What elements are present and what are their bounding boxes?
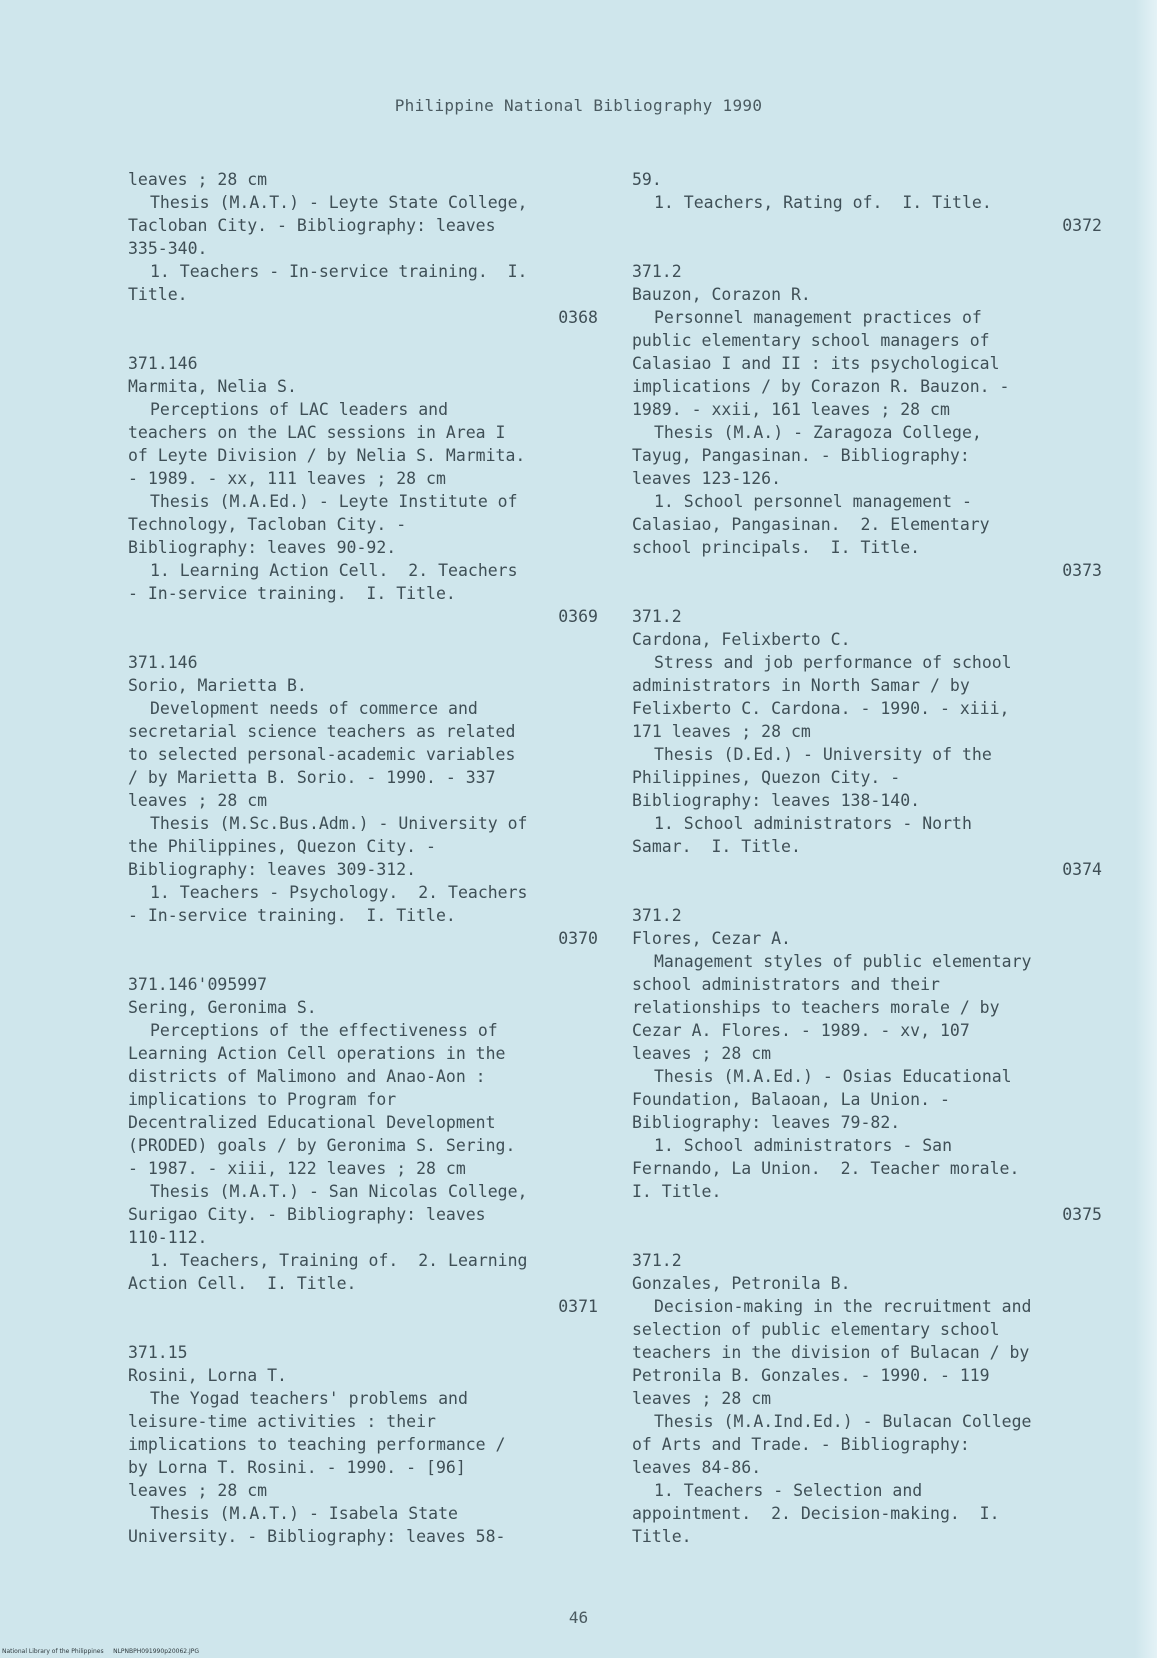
entry-line: Surigao City. - Bibliography: leaves: [128, 1205, 486, 1224]
entry-line: Samar. I. Title.: [632, 837, 801, 856]
entry-line: Stress and job performance of school: [654, 653, 1012, 672]
entry-line: leaves ; 28 cm: [632, 1389, 772, 1408]
entry-line: Title.: [632, 1527, 692, 1546]
entry-line: to selected personal-academic variables: [128, 745, 516, 764]
entry-line: leaves ; 28 cm: [128, 1481, 268, 1500]
entry-line: Perceptions of LAC leaders and: [150, 400, 449, 419]
entry-line: I. Title.: [632, 1182, 722, 1201]
entry-line: 335-340.: [128, 239, 208, 258]
entry-line: - 1989. - xx, 111 leaves ; 28 cm: [128, 469, 446, 488]
entry-line: leisure-time activities : their: [128, 1412, 436, 1431]
entry-line: school principals. I. Title.: [632, 538, 921, 557]
entry-line: secretarial science teachers as related: [128, 722, 516, 741]
entry-line: Decentralized Educational Development: [128, 1113, 496, 1132]
left-column: [128, 168, 598, 1548]
entry-number: 0368: [558, 308, 598, 327]
entry-line: appointment. 2. Decision-making. I.: [632, 1504, 1000, 1523]
entry-line: The Yogad teachers' problems and: [150, 1389, 468, 1408]
entry-line: Cardona, Felixberto C.: [632, 630, 851, 649]
entry-line: 1. School administrators - San: [654, 1136, 953, 1155]
entry-line: selection of public elementary school: [632, 1320, 1000, 1339]
entry-line: Bibliography: leaves 90-92.: [128, 538, 397, 557]
entry-line: implications to teaching performance /: [128, 1435, 506, 1454]
entry-line: Thesis (M.A.T.) - Isabela State: [150, 1504, 458, 1523]
entry-line: Personnel management practices of: [654, 308, 982, 327]
entry-line: 171 leaves ; 28 cm: [632, 722, 811, 741]
entry-line: 1. Teachers - In-service training. I.: [150, 262, 528, 281]
entry-line: Management styles of public elementary: [654, 952, 1032, 971]
entry-number: 0372: [1062, 216, 1102, 235]
entry-line: Bibliography: leaves 79-82.: [632, 1113, 901, 1132]
entry-line: Thesis (M.A.Ind.Ed.) - Bulacan College: [654, 1412, 1032, 1431]
entry-line: / by Marietta B. Sorio. - 1990. - 337: [128, 768, 496, 787]
entry-line: Calasiao, Pangasinan. 2. Elementary: [632, 515, 990, 534]
entry-line: 371.146'095997: [128, 975, 268, 994]
entry-line: Flores, Cezar A.: [632, 929, 791, 948]
entry-line: Foundation, Balaoan, La Union. -: [632, 1090, 950, 1109]
entry-line: 1. Learning Action Cell. 2. Teachers: [150, 561, 518, 580]
entry-line: relationships to teachers morale / by: [632, 998, 1000, 1017]
entry-gap: [632, 237, 1102, 260]
entry-line: Tacloban City. - Bibliography: leaves: [128, 216, 496, 235]
entry-line: 1. Teachers, Training of. 2. Learning: [150, 1251, 528, 1270]
entry-line: Fernando, La Union. 2. Teacher morale.: [632, 1159, 1020, 1178]
entry-line: 371.146: [128, 354, 198, 373]
entry-line: Tayug, Pangasinan. - Bibliography:: [632, 446, 970, 465]
entry-line: implications to Program for: [128, 1090, 397, 1109]
entry-gap: [632, 582, 1102, 605]
entry-number: 0371: [558, 1297, 598, 1316]
entry-line: Perceptions of the effectiveness of: [150, 1021, 498, 1040]
entry-line: 371.146: [128, 653, 198, 672]
right-column: [632, 168, 1102, 1548]
entry-line: the Philippines, Quezon City. -: [128, 837, 436, 856]
entry-line: Felixberto C. Cardona. - 1990. - xiii,: [632, 699, 1010, 718]
entry-line: leaves ; 28 cm: [128, 170, 268, 189]
entry-line: Learning Action Cell operations in the: [128, 1044, 506, 1063]
entry-line: Thesis (M.A.Ed.) - Osias Educational: [654, 1067, 1012, 1086]
entry-line: Petronila B. Gonzales. - 1990. - 119: [632, 1366, 990, 1385]
entry-line: 371.15: [128, 1343, 188, 1362]
entry-line: Development needs of commerce and: [150, 699, 478, 718]
entry-gap: [128, 1318, 598, 1341]
entry-line: school administrators and their: [632, 975, 940, 994]
entry-line: Calasiao I and II : its psychological: [632, 354, 1000, 373]
entry-line: implications / by Corazon R. Bauzon. -: [632, 377, 1010, 396]
entry-line: of Arts and Trade. - Bibliography:: [632, 1435, 970, 1454]
entry-line: 1. School personnel management -: [654, 492, 972, 511]
entry-line: Thesis (D.Ed.) - University of the: [654, 745, 992, 764]
entry-line: Bibliography: leaves 309-312.: [128, 860, 417, 879]
entry-line: Philippines, Quezon City. -: [632, 768, 901, 787]
entry-line: Marmita, Nelia S.: [128, 377, 297, 396]
entry-number: 0374: [1062, 860, 1102, 879]
entry-line: 371.2: [632, 1251, 682, 1270]
entry-line: Gonzales, Petronila B.: [632, 1274, 851, 1293]
entry-line: Action Cell. I. Title.: [128, 1274, 357, 1293]
entry-gap: [128, 950, 598, 973]
entry-gap: [632, 881, 1102, 904]
entry-line: 1. School administrators - North: [654, 814, 972, 833]
entry-number: 0375: [1062, 1205, 1102, 1224]
entry-line: leaves 84-86.: [632, 1458, 762, 1477]
entry-line: University. - Bibliography: leaves 58-: [128, 1527, 506, 1546]
entry-gap: [128, 329, 598, 352]
entry-line: - 1987. - xiii, 122 leaves ; 28 cm: [128, 1159, 466, 1178]
entry-line: 110-112.: [128, 1228, 208, 1247]
entry-line: 1. Teachers, Rating of. I. Title.: [654, 193, 992, 212]
entry-line: Thesis (M.A.T.) - Leyte State College,: [150, 193, 528, 212]
entry-line: of Leyte Division / by Nelia S. Marmita.: [128, 446, 526, 465]
entry-line: Thesis (M.A.Ed.) - Leyte Institute of: [150, 492, 518, 511]
entry-line: public elementary school managers of: [632, 331, 990, 350]
entry-line: leaves ; 28 cm: [632, 1044, 772, 1063]
entry-gap: [632, 1226, 1102, 1249]
entry-line: Technology, Tacloban City. -: [128, 515, 407, 534]
entry-line: Bibliography: leaves 138-140.: [632, 791, 921, 810]
entry-line: Decision-making in the recruitment and: [654, 1297, 1032, 1316]
entry-line: 1989. - xxii, 161 leaves ; 28 cm: [632, 400, 950, 419]
entry-line: Bauzon, Corazon R.: [632, 285, 811, 304]
entry-line: districts of Malimono and Anao-Aon :: [128, 1067, 486, 1086]
entry-number: 0369: [558, 607, 598, 626]
entry-line: 371.2: [632, 906, 682, 925]
entry-line: teachers on the LAC sessions in Area I: [128, 423, 506, 442]
entry-line: leaves 123-126.: [632, 469, 782, 488]
page-edge: [1135, 0, 1157, 1658]
entry-line: Cezar A. Flores. - 1989. - xv, 107: [632, 1021, 970, 1040]
entry-line: Sering, Geronima S.: [128, 998, 317, 1017]
entry-line: leaves ; 28 cm: [128, 791, 268, 810]
entry-line: 371.2: [632, 262, 682, 281]
entry-line: Sorio, Marietta B.: [128, 676, 307, 695]
page-number: 46: [568, 1608, 589, 1627]
entry-line: 1. Teachers - Psychology. 2. Teachers: [150, 883, 528, 902]
entry-line: Thesis (M.A.T.) - San Nicolas College,: [150, 1182, 528, 1201]
entry-line: Rosini, Lorna T.: [128, 1366, 287, 1385]
entry-line: - In-service training. I. Title.: [128, 906, 456, 925]
entry-line: by Lorna T. Rosini. - 1990. - [96]: [128, 1458, 466, 1477]
entry-number: 0373: [1062, 561, 1102, 580]
entry-line: administrators in North Samar / by: [632, 676, 970, 695]
page-header: Philippine National Bibliography 1990: [394, 96, 763, 115]
entry-line: (PRODED) goals / by Geronima S. Sering.: [128, 1136, 516, 1155]
scan-credit: National Library of the Philippines NLPNBPH091990p20062.JPG: [2, 1648, 200, 1655]
entry-line: Title.: [128, 285, 188, 304]
entry-line: 59.: [632, 170, 662, 189]
entry-line: - In-service training. I. Title.: [128, 584, 456, 603]
entry-line: Thesis (M.Sc.Bus.Adm.) - University of: [150, 814, 528, 833]
entry-number: 0370: [558, 929, 598, 948]
entry-line: Thesis (M.A.) - Zaragoza College,: [654, 423, 982, 442]
entry-line: teachers in the division of Bulacan / by: [632, 1343, 1030, 1362]
entry-line: 1. Teachers - Selection and: [654, 1481, 923, 1500]
entry-gap: [128, 628, 598, 651]
entry-line: 371.2: [632, 607, 682, 626]
